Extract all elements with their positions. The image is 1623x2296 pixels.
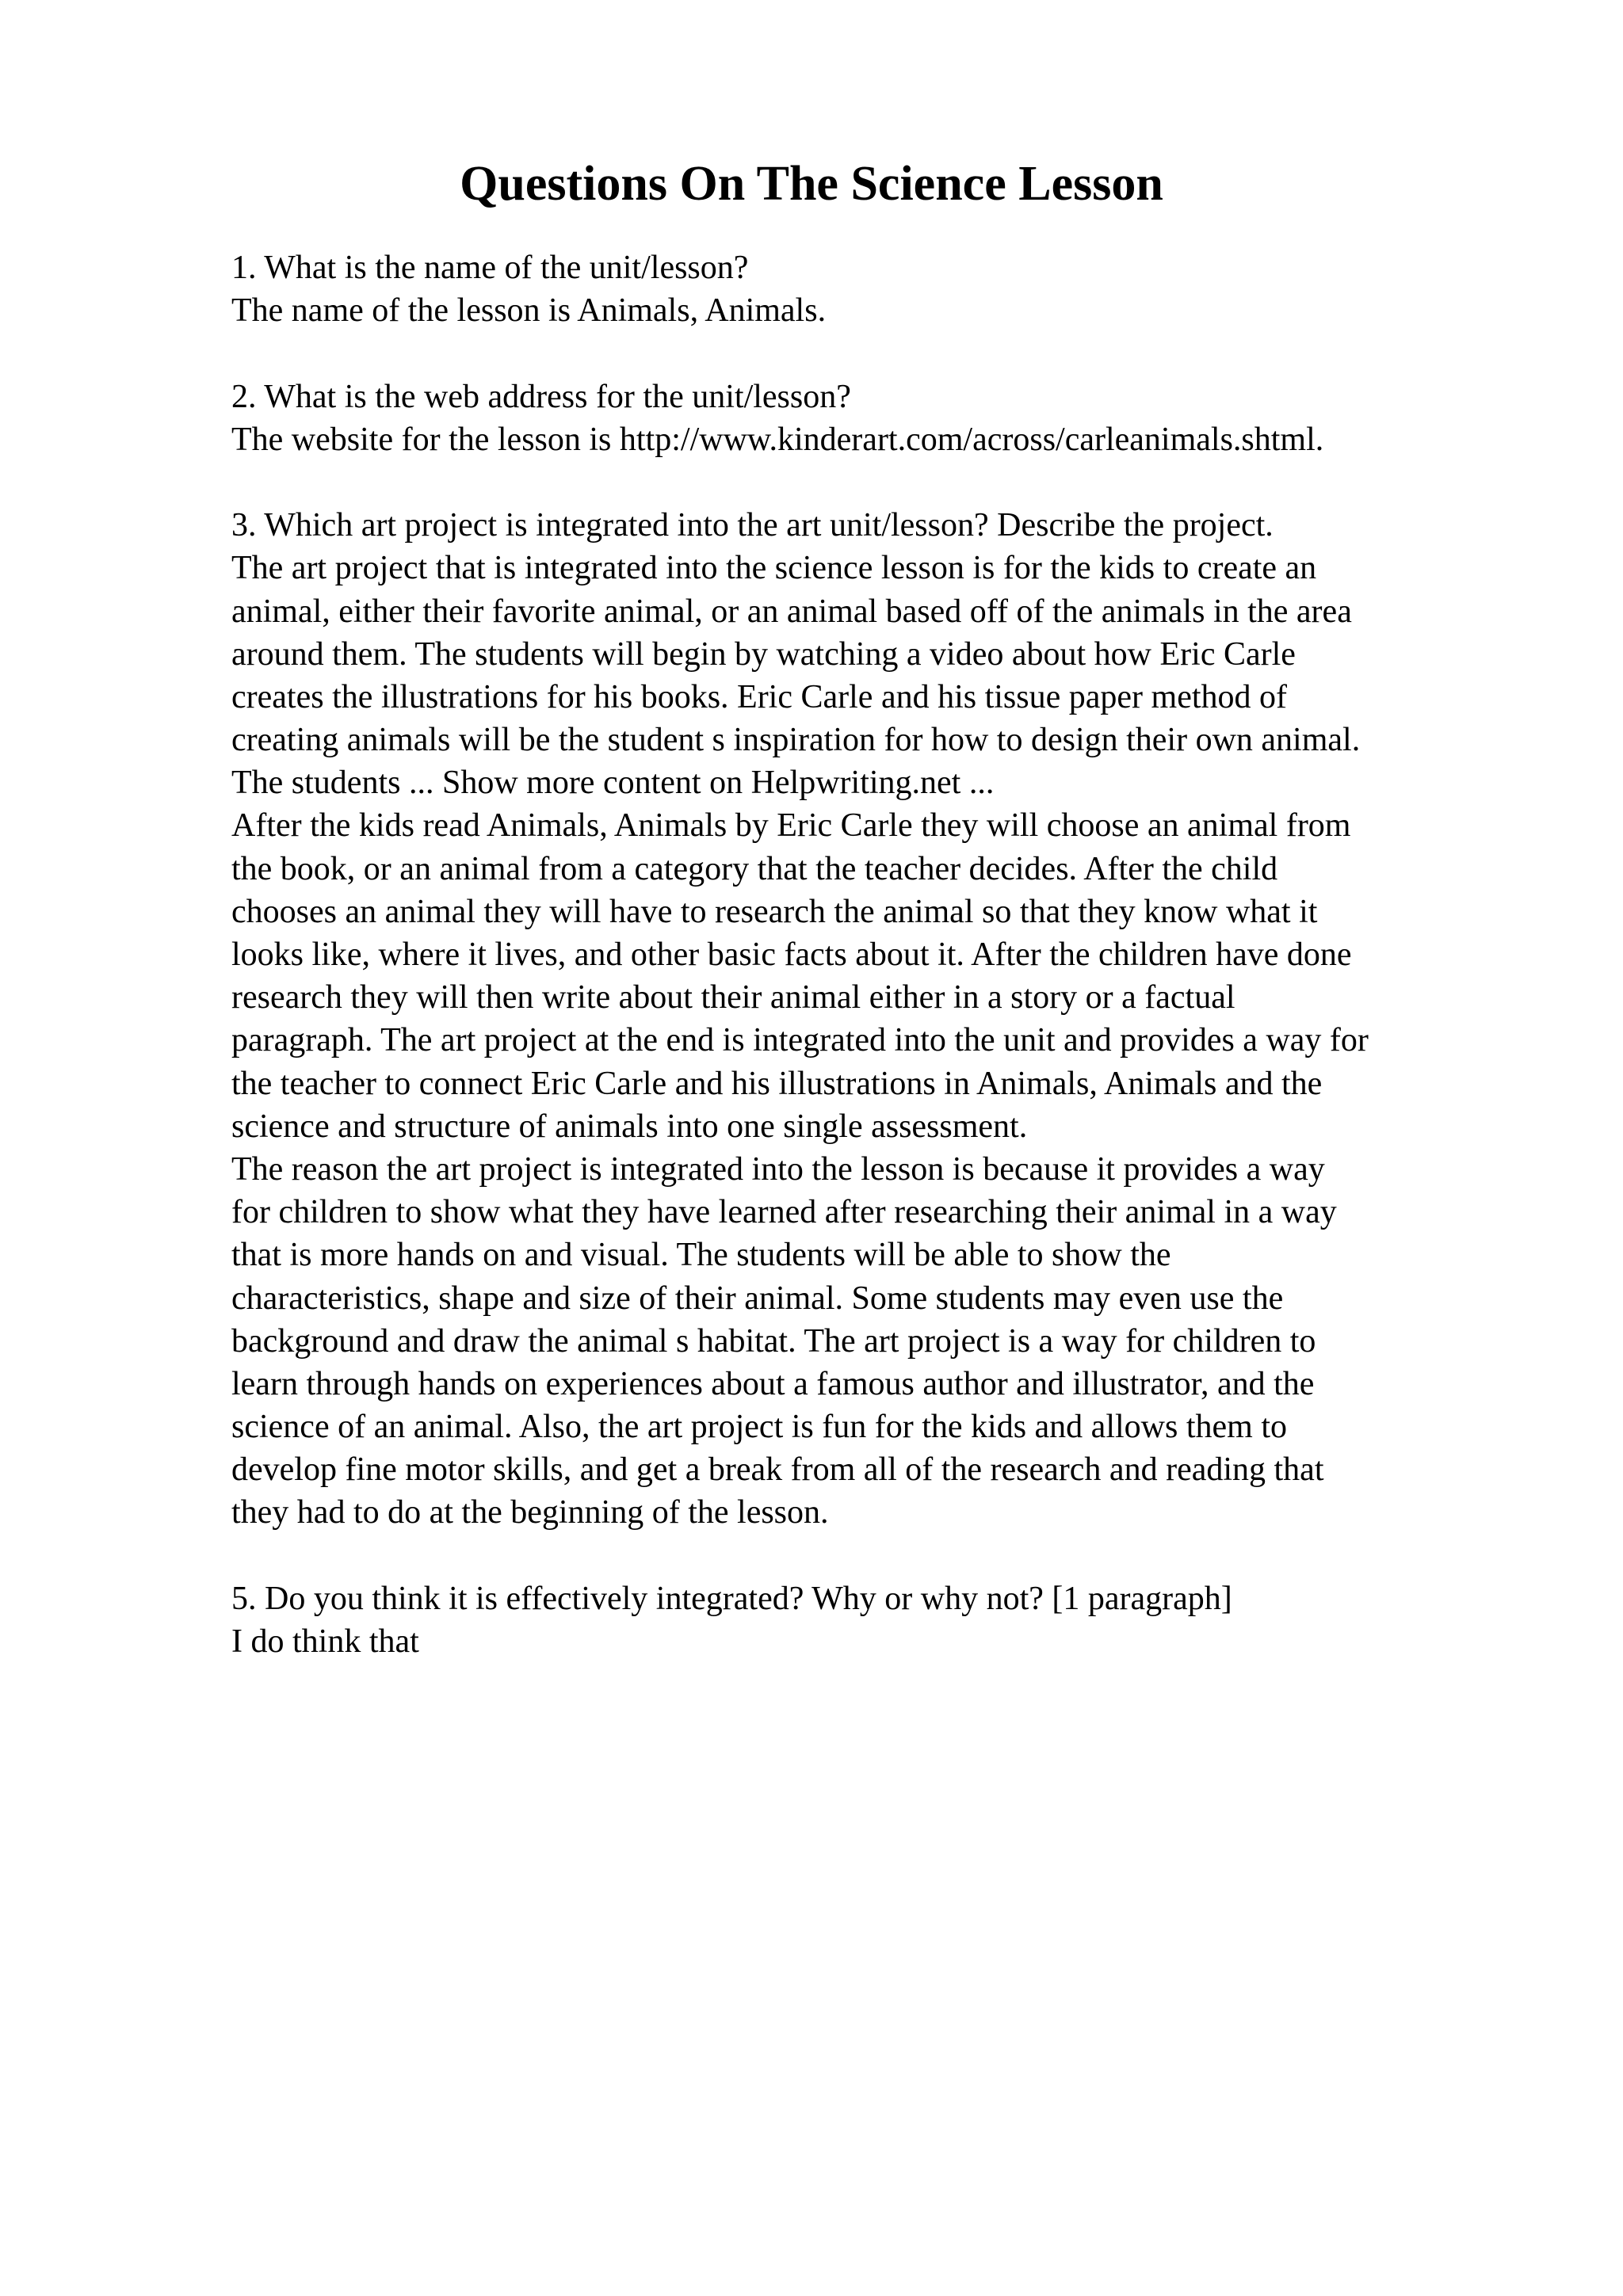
answer-3-paragraph-3-line: characteristics, shape and size of their animal. Some students may even use the [231, 1280, 1284, 1317]
answer-3-paragraph-2-line: chooses an animal they will have to research the animal so that they know what it [231, 893, 1318, 930]
answer-3-paragraph-2-line: the teacher to connect Eric Carle and his illustrations in Animals, Animals and the [231, 1065, 1323, 1102]
answer-3-paragraph-2-line: the book, or an animal from a category that the teacher decides. After the child [231, 850, 1278, 887]
answer-3-paragraph-1-line: creates the illustrations for his books. Eric Carle and his tissue paper method of [231, 678, 1288, 715]
question-1: 1. What is the name of the unit/lesson? [231, 250, 749, 286]
answer-3-paragraph-3-line: they had to do at the beginning of the lesson. [231, 1494, 829, 1531]
question-2: 2. What is the web address for the unit/lesson? [231, 378, 851, 415]
paragraph-gap [231, 332, 1594, 375]
answer-3-paragraph-1-line: The art project that is integrated into the science lesson is for the kids to create an [231, 550, 1317, 587]
answer-3-paragraph-2-line: looks like, where it lives, and other basic facts about it. After the children have done [231, 936, 1352, 973]
answer-3-paragraph-3-line: for children to show what they have learned after researching their animal in a way [231, 1194, 1337, 1231]
answer-3-paragraph-1-line: creating animals will be the student s inspiration for how to design their own animal. [231, 722, 1361, 759]
answer-3-paragraph-1-line: around them. The students will begin by watching a video about how Eric Carle [231, 635, 1296, 673]
answer-3-paragraph-3-line: The reason the art project is integrated into the lesson is because it provides a way [231, 1150, 1325, 1188]
answer-3-paragraph-2-line: science and structure of animals into one single assessment. [231, 1108, 1028, 1145]
answer-2: The website for the lesson is http://www.kinderart.com/across/carleanimals.shtml. [231, 421, 1324, 458]
answer-3-paragraph-1-line: The students ... Show more content on Helpwriting.net ... [231, 765, 995, 802]
document-title: Questions On The Science Lesson [460, 157, 1163, 211]
answer-5: I do think that [231, 1623, 419, 1660]
paragraph-gap [231, 1535, 1594, 1577]
answer-3-paragraph-3-line: that is more hands on and visual. The students will be able to show the [231, 1237, 1171, 1274]
question-5: 5. Do you think it is effectively integrated? Why or why not? [1 paragraph] [231, 1580, 1232, 1617]
question-3: 3. Which art project is integrated into the art unit/lesson? Describe the project. [231, 507, 1274, 544]
document-body [231, 246, 1594, 1663]
answer-3-paragraph-3-line: learn through hands on experiences about a famous author and illustrator, and the [231, 1365, 1315, 1402]
answer-3-paragraph-3-line: develop fine motor skills, and get a break from all of the research and reading that [231, 1451, 1324, 1489]
answer-3-paragraph-3-line: background and draw the animal s habitat. The art project is a way for children to [231, 1322, 1316, 1360]
answer-3-paragraph-2-line: After the kids read Animals, Animals by Eric Carle they will choose an animal from [231, 807, 1351, 845]
answer-1: The name of the lesson is Animals, Animals. [231, 292, 827, 330]
answer-3-paragraph-2-line: paragraph. The art project at the end is integrated into the unit and provides a way for [231, 1022, 1369, 1059]
paragraph-gap [231, 461, 1594, 504]
answer-3-paragraph-3-line: science of an animal. Also, the art project is fun for the kids and allows them to [231, 1409, 1287, 1446]
answer-3-paragraph-1-line: animal, either their favorite animal, or an animal based off of the animals in the area [231, 593, 1352, 630]
answer-3-paragraph-2-line: research they will then write about their animal either in a story or a factual [231, 979, 1235, 1016]
